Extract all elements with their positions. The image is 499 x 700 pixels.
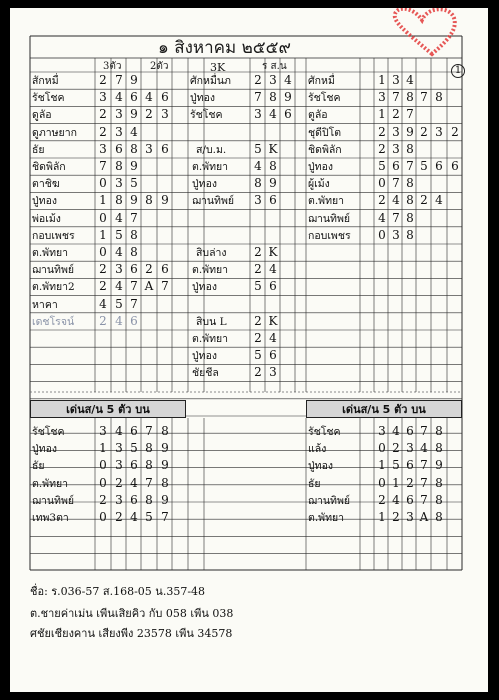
right-row-digit: 2 [420,124,428,139]
right-row-digit: 3 [392,73,400,87]
mid-group2-row-label: ต.พัทยา [192,264,229,277]
right-row-label: ชิดพิลัก [308,143,342,156]
mid-group1-row-digit: 8 [269,159,277,173]
left-row-label: สักหมื่ [32,75,59,87]
bottom-right-row-digit: A [419,510,429,524]
bottom-right-row-digit: 6 [406,492,414,507]
right-row-digit: 6 [392,159,400,173]
mid-group3-row-label: ต.พัทยา [192,333,229,345]
left-row-digit: 1 [99,227,107,242]
right-row-label: ผู้เม้ง [308,178,330,191]
mid-group1-row-digit: 3 [254,193,262,208]
bottom-right-row-digit: 8 [435,441,443,456]
bottom-left-row-digit: 0 [99,510,107,524]
left-row-digit: 2 [145,262,153,277]
left-row-digit: 3 [115,262,123,277]
right-row-label: กอบเพชร [308,229,351,242]
bottom-right-row-label: ปู่ทอง [308,460,334,473]
right-row-digit: 1 [378,73,386,87]
bottom-right-row-label: แล้ง [308,443,327,456]
left-row-label: ดูภาษยาก [32,126,77,139]
left-row-digit: 8 [130,245,138,259]
right-row-digit: 4 [378,210,386,225]
bottom-right-row-label: รัชโชค [308,426,341,438]
left-row-digit: 2 [99,124,107,139]
bottom-right-row-digit: 4 [392,492,400,507]
right-row-digit: 0 [378,227,386,242]
bottom-left-row-digit: 1 [99,441,107,456]
left-row-label: ตาชิฆ [32,178,60,191]
left-row-digit: 8 [115,159,123,173]
left-row-digit: 4 [115,245,123,259]
mid-group3-row-digit: 2 [254,331,262,345]
mid-group2-row-digit: 4 [269,262,277,277]
right-row-digit: 2 [378,193,386,208]
mid-group1-row-digit: 9 [269,176,277,191]
bottom-left-row-digit: 8 [145,458,153,473]
right-row-digit: 1 [378,107,386,122]
bottom-left-row-label: ธัย [32,460,45,473]
left-row-digit: A [144,279,154,294]
right-row-digit: 3 [378,90,386,105]
bottom-left-row-digit: 7 [145,424,153,438]
mid-group1-row-label: ปู่ทอง [192,178,218,191]
right-row-digit: 6 [435,159,443,173]
mid-group1-row-digit: 6 [269,193,277,208]
bottom-right-row-digit: 4 [420,441,428,456]
bottom-left-row-label: ต.พัทยา [32,477,69,490]
mid-row-label: ปู่ทอง [190,92,216,105]
left-row-digit: 8 [115,193,123,208]
right-row-digit: 3 [392,124,400,139]
bottom-left-row-digit: 6 [130,424,138,438]
left-row-digit: 9 [130,193,138,208]
col-header-3: 3ตัว [103,61,122,72]
left-row-digit: 9 [130,159,138,173]
right-row-digit: 8 [406,141,414,156]
bottom-left-row-digit: 9 [161,458,169,473]
left-row-digit: 8 [130,141,138,156]
right-row-digit: 7 [420,90,428,105]
right-row-label: ศักหมื่ [308,75,335,87]
left-row-digit: 6 [130,262,138,277]
left-row-digit: 1 [99,193,107,208]
mid-group2-row-digit: 5 [254,279,262,294]
left-row-digit: 8 [130,227,138,242]
mid-group1-row-digit: 4 [254,159,262,173]
left-row-digit: 3 [99,141,107,156]
mid-row-label: รัชโชค [190,109,223,122]
left-row-digit: 4 [115,210,123,225]
right-row-label: ชุดีปิโต [308,126,342,139]
bottom-left-row-digit: 9 [161,492,169,507]
footer-line-3: ศชัยเชียงคาน เสียงพีง 23578 เพีน 34578 [30,627,233,640]
bottom-left-row-digit: 3 [115,441,123,456]
bottom-right-row-digit: 2 [392,441,400,456]
left-row-digit: 6 [130,90,138,105]
mid-group2-k: K [268,245,278,259]
bottom-right-row-digit: 8 [435,492,443,507]
left-row-label: ฌานทิพย์ [32,264,75,277]
mid-row-digit: 4 [284,73,292,87]
col-header-3k: 3K [210,61,226,74]
bottom-left-row-label: ฌานทิพย์ [32,494,75,507]
left-row-label: พ่อเม้ง [32,212,61,225]
bottom-left-row-digit: 8 [145,441,153,456]
right-row-digit: 3 [392,141,400,156]
left-row-digit: 7 [130,279,138,294]
bottom-left-row-digit: 5 [145,510,153,524]
left-row-digit: 3 [115,107,123,122]
right-row-digit: 8 [406,227,414,242]
left-row-digit: 7 [99,159,107,173]
right-row-digit: 5 [378,159,386,173]
right-row-digit: 7 [406,159,414,173]
bottom-left-row-digit: 7 [161,510,169,524]
left-row-digit: 2 [99,73,107,87]
bottom-right-row-digit: 6 [406,458,414,473]
left-row-digit: 4 [145,90,153,105]
bottom-left-row-label: ปู่ทอง [32,443,58,456]
left-row-digit: 4 [115,90,123,105]
bottom-right-row-digit: 4 [392,424,400,438]
bottom-right-row-digit: 2 [378,492,386,507]
left-row-digit: 7 [161,279,169,294]
bottom-left-header: เด่นส/น 5 ตัว บน [30,400,186,418]
bottom-right-row-digit: 8 [435,424,443,438]
mid-group3-title: สิบน L [196,315,227,328]
mid-group1-k: K [268,141,278,156]
bottom-left-row-digit: 4 [115,424,123,438]
lottery-sheet [10,8,488,692]
right-row-digit: 6 [451,159,459,173]
mid-group2-row-digit: 2 [254,262,262,277]
bottom-right-row-label: ฌานทิพย์ [308,494,351,507]
mid-group3-value: 2 [254,313,262,328]
bottom-left-row-digit: 2 [115,475,123,490]
mid-group2-row-digit: 6 [269,279,277,294]
bottom-right-row-digit: 7 [420,424,428,438]
right-row-digit: 7 [406,107,414,122]
mid-row-digit: 3 [254,107,262,122]
right-row-digit: 8 [435,90,443,105]
bottom-right-row-digit: 8 [435,475,443,490]
bottom-left-row-digit: 8 [161,424,169,438]
mid-row-digit: 3 [269,73,277,87]
left-row-label: เดชโรจน์ [32,315,75,328]
left-row-label: ดูลัอ [32,109,52,122]
right-row-digit: 4 [392,193,400,208]
bottom-right-row-digit: 7 [420,458,428,473]
bottom-left-row-digit: 2 [99,492,107,507]
bottom-left-row-digit: 6 [130,458,138,473]
left-row-digit: 5 [130,176,138,191]
left-row-digit: 7 [115,73,123,87]
right-row-digit: 3 [435,124,443,139]
bottom-right-row-digit: 0 [378,441,386,456]
left-row-digit: 2 [99,279,107,294]
bottom-left-row-digit: 4 [130,475,138,490]
col-header-sn: ร ส.น [262,61,287,72]
mid-group1-row-label: ฌานทิพย์ [192,195,235,208]
bottom-left-row-label: รัชโชค [32,426,65,438]
bottom-left-row-digit: 3 [115,492,123,507]
mid-group2-value: 2 [254,245,262,259]
mid-group3-row-label: ปู่ทอง [192,350,218,363]
mid-group3-row-digit: 2 [254,365,262,380]
mid-group1-value: 5 [254,141,262,156]
mid-row-label: ศักหมื่นภ [190,75,231,87]
right-row-label: ฌานทิพย์ [308,212,351,225]
mid-row-digit: 7 [254,90,262,105]
bottom-right-row-digit: 1 [392,475,400,490]
left-row-digit: 6 [130,313,138,328]
mid-group3-row-digit: 4 [269,331,277,345]
right-row-digit: 8 [406,176,414,191]
bottom-left-row-digit: 3 [115,458,123,473]
bottom-right-row-digit: 8 [435,510,443,524]
left-row-label: หาคา [32,298,58,311]
bottom-right-row-digit: 1 [378,510,386,524]
mid-group1-title: ส/บ.ม. [196,143,227,156]
right-row-digit: 9 [406,124,414,139]
footer-line-2: ต.ชายค่าเม่น เพีนเสิยคิว กับ 058 เพีน 038 [30,607,234,620]
bottom-left-row-digit: 4 [130,510,138,524]
mid-group2-title: สิบล่าง [196,247,227,259]
left-row-digit: 3 [115,176,123,191]
right-row-label: รัชโชค [308,92,341,105]
left-row-label: ต.พัทยา2 [32,281,75,294]
left-row-digit: 3 [145,141,153,156]
right-row-digit: 8 [406,90,414,105]
mid-group3-k: K [268,313,278,328]
mid-group3-row-digit: 3 [269,365,277,380]
bottom-right-row-label: ธัย [308,477,321,490]
left-row-digit: 4 [130,124,138,139]
right-row-digit: 2 [378,141,386,156]
bottom-right-row-digit: 2 [406,475,414,490]
bottom-left-row-digit: 2 [115,510,123,524]
left-row-digit: 7 [130,296,138,311]
bottom-right-row-digit: 3 [406,441,414,456]
mid-group2-row-label: ปู่ทอง [192,281,218,294]
left-row-digit: 6 [115,141,123,156]
left-row-digit: 3 [115,124,123,139]
bottom-right-row-digit: 1 [378,458,386,473]
bottom-right-header: เด่นส/น 5 ตัว บน [306,400,462,418]
left-row-digit: 4 [99,296,107,311]
bottom-left-row-digit: 5 [130,441,138,456]
mid-group1-row-digit: 8 [254,176,262,191]
bottom-left-row-label: เทพ3ตา [32,512,69,524]
bottom-left-row-digit: 6 [130,492,138,507]
left-row-label: ปู่ทอง [32,195,58,208]
bottom-left-row-digit: 8 [145,492,153,507]
left-row-label: ต.พัทยา [32,247,69,259]
bottom-left-row-digit: 0 [99,475,107,490]
right-row-digit: 0 [378,176,386,191]
left-row-digit: 4 [115,279,123,294]
bottom-right-row-digit: 3 [406,510,414,524]
left-row-digit: 9 [130,107,138,122]
left-row-digit: 2 [145,107,153,122]
left-row-label: รัชโชค [32,92,65,105]
footer-line-1: ชื่อ: ร.036-57 ส.168-05 น.357-48 [30,585,206,598]
mid-group1-row-label: ต.พัทยา [192,161,229,173]
mid-group3-row-label: ชัยชีล [192,367,219,380]
right-row-label: ปู่ทอง [308,161,334,173]
left-row-digit: 5 [115,227,123,242]
col-header-2: 2ตัว [150,61,169,72]
mid-row-digit: 6 [284,107,292,122]
mid-row-digit: 4 [269,107,277,122]
left-row-digit: 2 [99,313,107,328]
bottom-right-row-label: ต.พัทยา [308,512,345,524]
left-row-label: ชิดพิลัก [32,161,66,173]
bottom-left-row-digit: 3 [99,424,107,438]
bottom-left-row-digit: 9 [161,441,169,456]
left-row-digit: 6 [161,90,169,105]
right-row-digit: 7 [392,176,400,191]
right-row-digit: 2 [378,124,386,139]
mid-group3-row-digit: 5 [254,348,262,363]
left-row-digit: 6 [161,141,169,156]
right-row-label: ต.พัทยา [308,195,345,208]
right-row-digit: 8 [406,210,414,225]
bottom-left-row-digit: 8 [161,475,169,490]
right-row-digit: 4 [435,193,443,208]
right-row-digit: 5 [420,159,428,173]
bottom-right-row-digit: 0 [378,475,386,490]
bottom-right-row-digit: 2 [392,510,400,524]
mid-row-digit: 2 [254,73,262,87]
right-row-digit: 3 [392,227,400,242]
left-row-digit: 8 [145,193,153,208]
right-row-digit: 8 [406,193,414,208]
mid-row-digit: 9 [284,90,292,105]
left-row-digit: 7 [130,210,138,225]
circled-number: 1 [451,64,465,78]
bottom-right-row-digit: 5 [392,458,400,473]
bottom-right-row-digit: 9 [435,458,443,473]
left-row-digit: 2 [99,107,107,122]
left-row-digit: 9 [161,193,169,208]
mid-group3-row-digit: 6 [269,348,277,363]
right-row-digit: 2 [420,193,428,208]
mid-row-digit: 8 [269,90,277,105]
left-row-digit: 3 [99,90,107,105]
bottom-right-row-digit: 7 [420,492,428,507]
bottom-right-row-digit: 6 [406,424,414,438]
bottom-left-row-digit: 0 [99,458,107,473]
right-row-digit: 4 [406,73,414,87]
left-row-digit: 0 [99,245,107,259]
left-row-digit: 3 [161,107,169,122]
right-row-digit: 7 [392,210,400,225]
right-row-digit: 2 [392,107,400,122]
left-row-label: ธัย [32,143,45,156]
left-row-digit: 2 [99,262,107,277]
left-row-digit: 5 [115,296,123,311]
sheet-title: ๑ สิงหาคม ๒๕๕๙ [158,38,291,58]
bottom-right-row-digit: 3 [378,424,386,438]
bottom-left-row-digit: 7 [145,475,153,490]
left-row-label: กอบเพชร [32,229,75,242]
left-row-digit: 9 [130,73,138,87]
left-row-digit: 4 [115,313,123,328]
left-row-digit: 0 [99,210,107,225]
left-row-digit: 0 [99,176,107,191]
right-row-digit: 2 [451,124,459,139]
bottom-right-row-digit: 7 [420,475,428,490]
right-row-label: ตูลัอ [308,109,328,122]
right-row-digit: 7 [392,90,400,105]
left-row-digit: 6 [161,262,169,277]
